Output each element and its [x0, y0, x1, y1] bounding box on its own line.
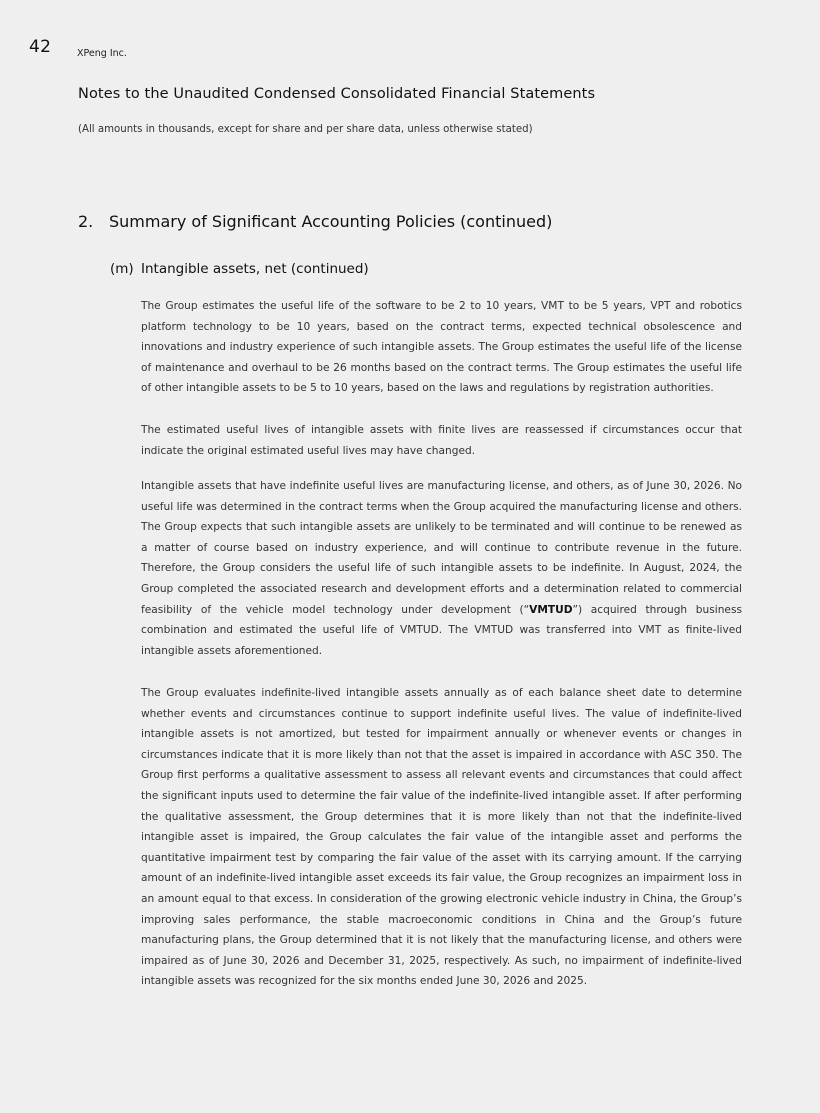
paragraph-text-after: ”) acquired through business combination and estimated the useful life of VMTUD. The VMTUD was transferred into VMT as finite-lived intangible assets aforementioned. [141, 603, 742, 657]
subsection-heading [110, 261, 369, 277]
paragraph-useful-life-estimates: The Group estimates the useful life of the software to be 2 to 10 years, VMT to be 5 years, VPT and robotics platform technology to be 10 years, based on the contract terms, expected technical obsolescence and innovations and industry experience of such intangible assets. The Group estimates the useful life of the license of maintenance and overhaul to be 26 months based on the contract terms. The Group estimates the useful life of other intangible assets to be 5 to 10 years, based on the laws and regulations by registration authorities. [141, 300, 742, 395]
paragraph-impairment-evaluation: The Group evaluates indefinite-lived intangible assets annually as of each balance sheet date to determine whether events and circumstances continue to support indefinite useful lives. The value of indefinite-lived intangible assets is not amortized, but tested for impairment annually or whenever events or changes in circumstances indicate that it is more likely than not that the asset is impaired in accordance with ASC 350. The Group first performs a qualitative assessment to assess all relevant events and circumstances that could affect the significant inputs used to determine the fair value of the indefinite-lived intangible asset. If after performing the qualitative assessment, the Group determines that it is more likely than not that the indefinite-lived intangible asset is impaired, the Group calculates the fair value of the intangible asset and performs the quantitative impairment test by comparing the fair value of the asset with its carrying amount. If the carrying amount of an indefinite-lived intangible asset exceeds its fair value, the Group recognizes an impairment loss in an amount equal to that excess. In consideration of the growing electronic vehicle industry in China, the Group’s improving sales performance, the stable macroeconomic conditions in China and the Group’s future manufacturing plans, the Group determined that it is not likely that the manufacturing license, and others were impaired as of June 30, 2026 and December 31, 2025, respectively. As such, no impairment of indefinite-lived intangible assets was recognized for the six months ended June 30, 2026 and 2025. [141, 687, 742, 988]
vmtud-term: VMTUD [529, 603, 573, 616]
paragraph-reassessment: The estimated useful lives of intangible assets with finite lives are reassessed if circumstances occur that indicate the original estimated useful lives may have changed. [141, 424, 742, 457]
section-number: 2. [78, 212, 94, 231]
subsection-letter: (m) [110, 261, 134, 277]
amounts-note: (All amounts in thousands, except for share and per share data, unless otherwise stated) [78, 124, 533, 135]
subsection-title: Intangible assets, net (continued) [141, 261, 369, 277]
company-name: XPeng Inc. [77, 48, 127, 59]
notes-title: Notes to the Unaudited Condensed Consolidated Financial Statements [78, 86, 596, 102]
paragraph-indefinite-lived-assets [141, 476, 742, 661]
page-number: 42 [29, 37, 52, 57]
section-heading [78, 212, 552, 231]
paragraph-text-before: Intangible assets that have indefinite useful lives are manufacturing license, and others, as of June 30, 2026. No useful life was determined in the contract terms when the Group acquired the manufacturing license and others. The Group expects that such intangible assets are unlikely to be terminated and will continue to be renewed as a matter of course based on industry experience, and will continue to contribute revenue in the future. Therefore, the Group considers the useful life of such intangible assets to be indefinite. In August, 2024, the Group completed the associated research and development efforts and a determination related to commercial feasibility of the vehicle model technology under development (“ [141, 480, 742, 616]
section-title: Summary of Significant Accounting Policies (continued) [109, 212, 553, 231]
